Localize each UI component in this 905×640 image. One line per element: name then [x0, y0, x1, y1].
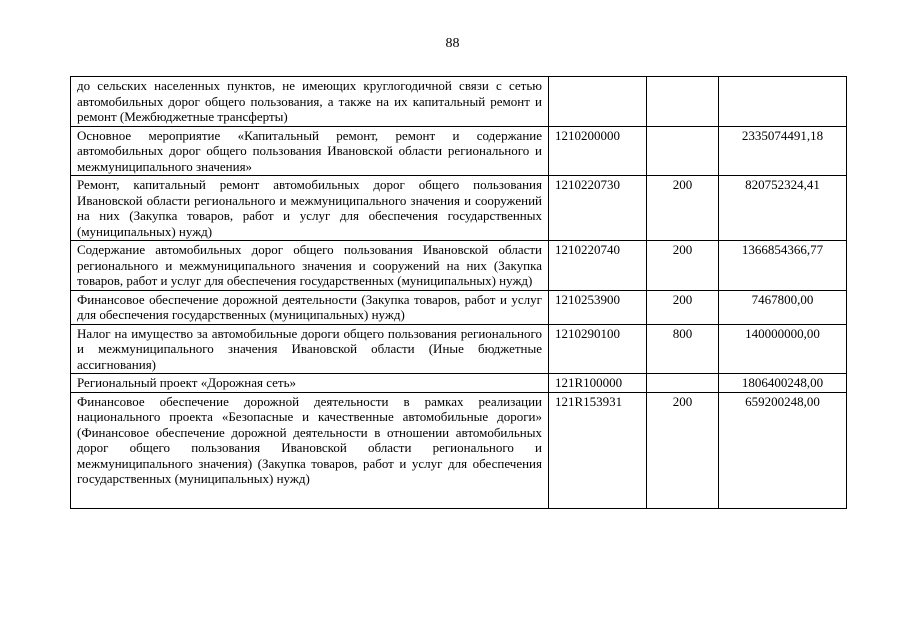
- expense-type-code: 200: [647, 241, 719, 291]
- amount: [719, 77, 847, 127]
- target-article-code: 1210220730: [549, 176, 647, 241]
- target-article-code: [549, 77, 647, 127]
- amount: 2335074491,18: [719, 126, 847, 176]
- table-row: [71, 374, 847, 393]
- item-name: Финансовое обеспечение дорожной деятельности (Закупка товаров, работ и услуг для обеспечения государственных (муниципальных) нужд): [71, 290, 549, 324]
- item-name: Основное мероприятие «Капитальный ремонт, ремонт и содержание автомобильных дорог общего пользования Ивановской области регионального и межмуниципального значения»: [71, 126, 549, 176]
- target-article-code: 121R153931: [549, 392, 647, 508]
- table-row: [71, 126, 847, 176]
- table-row: [71, 241, 847, 291]
- expense-type-code: 200: [647, 290, 719, 324]
- target-article-code: 1210200000: [549, 126, 647, 176]
- amount: 1806400248,00: [719, 374, 847, 393]
- table-row: [71, 392, 847, 508]
- budget-table: [70, 76, 847, 509]
- table-row: [71, 77, 847, 127]
- item-name: Финансовое обеспечение дорожной деятельности в рамках реализации национального проекта «Безопасные и качественные автомобильные дороги» (Финансовое обеспечение дорожной деятельности в отношении автомобильных дорог общего пользования Ивановской области регионального и межмуниципального значения) (Закупка товаров, работ и услуг для обеспечения государственных (муниципальных) нужд): [71, 392, 549, 508]
- expense-type-code: 200: [647, 392, 719, 508]
- expense-type-code: 200: [647, 176, 719, 241]
- item-name: до сельских населенных пунктов, не имеющих круглогодичной связи с сетью автомобильных дорог общего пользования, а также на их капитальный ремонт и ремонт (Межбюджетные трансферты): [71, 77, 549, 127]
- table-row: [71, 324, 847, 374]
- table-row: [71, 290, 847, 324]
- page-number: 88: [445, 36, 460, 51]
- item-name: Налог на имущество за автомобильные дороги общего пользования регионального и межмуниципального значения Ивановской области (Иные бюджетные ассигнования): [71, 324, 549, 374]
- target-article-code: 121R100000: [549, 374, 647, 393]
- expense-type-code: [647, 126, 719, 176]
- expense-type-code: [647, 77, 719, 127]
- amount: 140000000,00: [719, 324, 847, 374]
- target-article-code: 1210290100: [549, 324, 647, 374]
- target-article-code: 1210253900: [549, 290, 647, 324]
- amount: 7467800,00: [719, 290, 847, 324]
- expense-type-code: 800: [647, 324, 719, 374]
- table-row: [71, 176, 847, 241]
- item-name: Ремонт, капитальный ремонт автомобильных дорог общего пользования Ивановской области регионального и межмуниципального значения и сооружений на них (Закупка товаров, работ и услуг для обеспечения государственных (муниципальных) нужд): [71, 176, 549, 241]
- amount: 820752324,41: [719, 176, 847, 241]
- item-name: Содержание автомобильных дорог общего пользования Ивановской области регионального и межмуниципального значения и сооружений на них (Закупка товаров, работ и услуг для обеспечения государственных (муниципальных) нужд): [71, 241, 549, 291]
- item-name: Региональный проект «Дорожная сеть»: [71, 374, 549, 393]
- expense-type-code: [647, 374, 719, 393]
- target-article-code: 1210220740: [549, 241, 647, 291]
- amount: 659200248,00: [719, 392, 847, 508]
- amount: 1366854366,77: [719, 241, 847, 291]
